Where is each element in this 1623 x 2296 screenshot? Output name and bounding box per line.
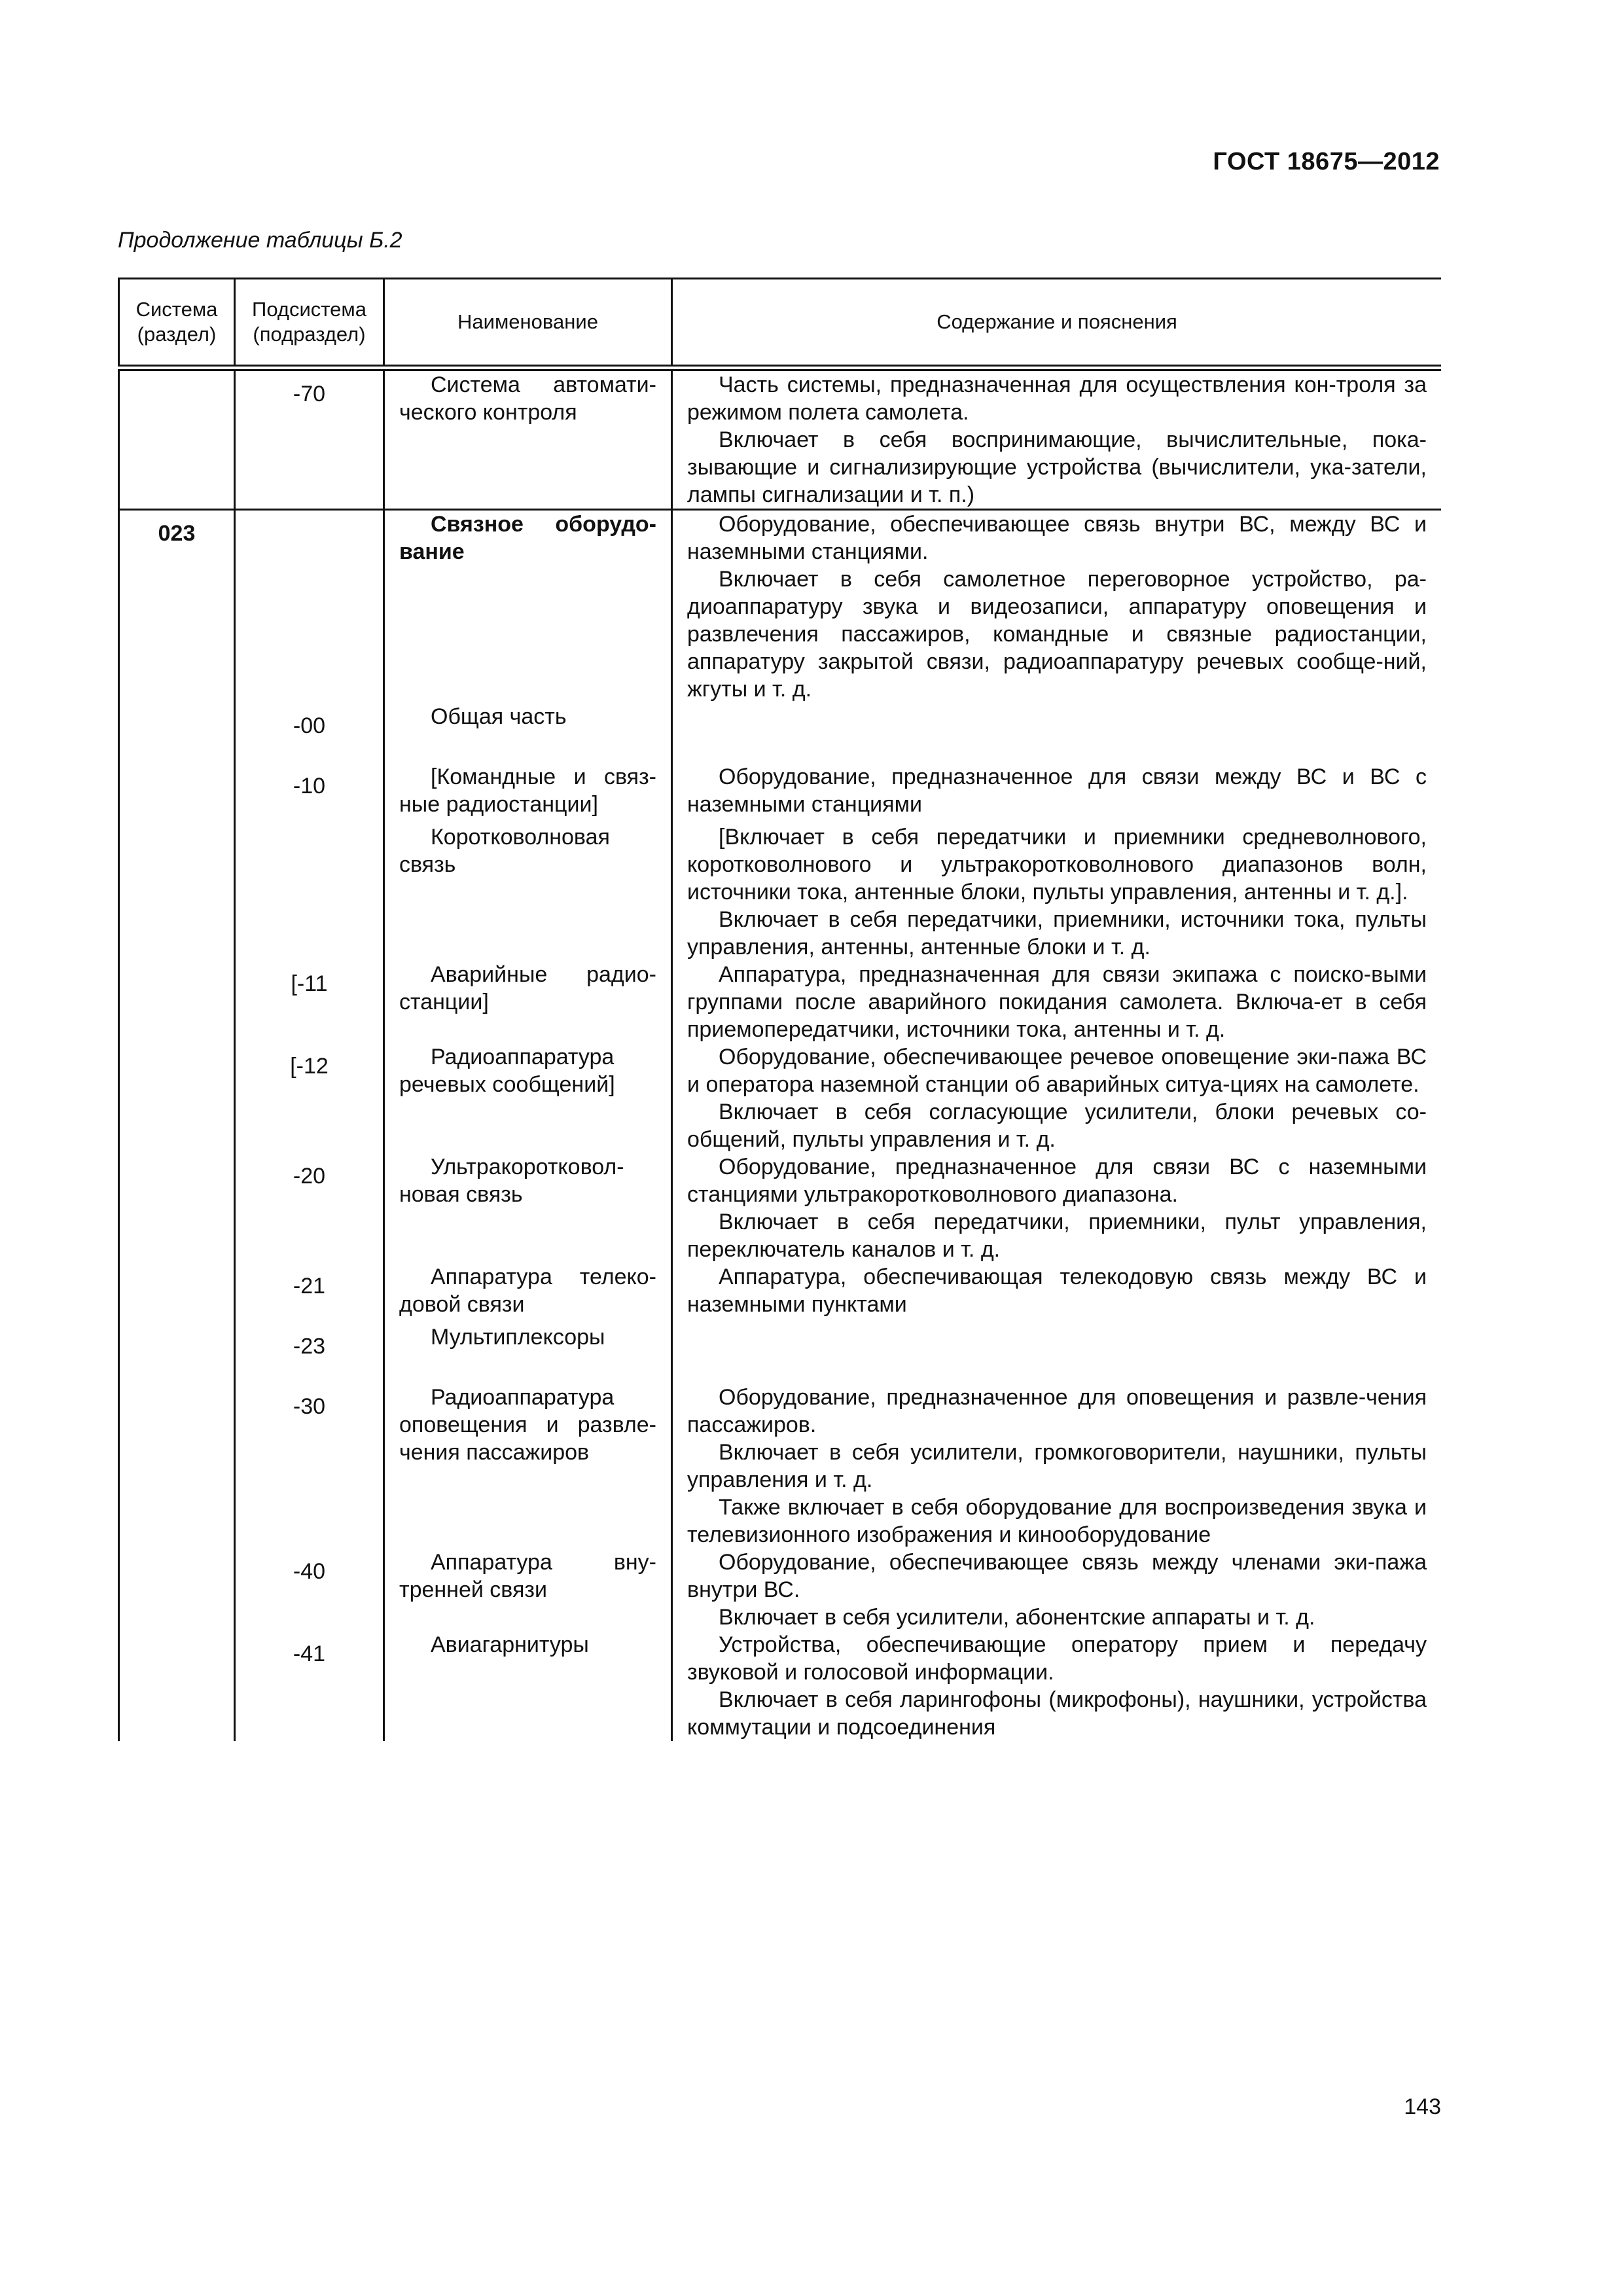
cell-subsystem: -40 [235,1549,384,1631]
cell-name [384,1549,672,1631]
cell-subsystem: -21 [235,1263,384,1323]
cell-description [672,1549,1442,1631]
column-header-system-line2: (раздел) [137,323,217,346]
cell-system [119,703,235,763]
cell-name [384,1263,672,1323]
description-paragraph: Включает в себя согласующие усилители, блоки речевых со-общений, пульты управления и т. д. [687,1100,1427,1152]
cell-name-text: Аппаратура вну-тренней связи [399,1550,656,1602]
cell-system [119,961,235,1043]
cell-name-text: Аварийные радио-станции] [399,962,656,1014]
cell-name-text: Коротковолновая связь [399,825,610,877]
cell-name [384,1631,672,1741]
cell-subsystem: -41 [235,1631,384,1741]
column-header-system-line1: Система [135,298,218,321]
table-caption: Продолжение таблицы Б.2 [118,228,402,253]
table-body [119,368,1442,1741]
cell-name-text: Ультракоротковол-новая связь [399,1155,624,1207]
cell-subsystem: -23 [235,1323,384,1384]
cell-description [672,823,1442,961]
cell-system [119,1263,235,1323]
description-paragraph: Включает в себя самолетное переговорное устройство, ра-диоаппаратуру звука и видеозаписи, аппаратуру оповещения и развлечения пассажиров, командные и связные радиостанции, аппаратуру закрытой связи, радиоаппаратуру речевых сообще-ний, жгуты и т. д. [687,567,1427,702]
cell-description [672,1043,1442,1153]
table-row [119,1631,1442,1741]
description-paragraph: Оборудование, обеспечивающее речевое оповещение эки-пажа ВС и оператора наземной станции об аварийных ситуа-циях на самолете. [687,1045,1427,1097]
cell-subsystem: -30 [235,1384,384,1549]
cell-name [384,1384,672,1549]
document-code: ГОСТ 18675—2012 [1213,148,1440,175]
cell-system [119,1153,235,1263]
cell-description [672,1153,1442,1263]
cell-name-text: Система автомати-ческого контроля [399,372,656,425]
cell-system [119,823,235,961]
table-row [119,961,1442,1043]
cell-description [672,961,1442,1043]
description-paragraph: Включает в себя воспринимающие, вычислительные, пока-зывающие и сигнализирующие устройства (вычислители, ука-затели, лампы сигнализации и т. п.) [687,427,1427,507]
cell-description [672,1323,1442,1384]
cell-name-text: Авиагарнитуры [431,1632,589,1657]
description-paragraph: Включает в себя усилители, громкоговорители, наушники, пульты управления и т. д. [687,1440,1427,1492]
table-row [119,368,1442,510]
cell-subsystem: -20 [235,1153,384,1263]
description-paragraph: Оборудование, предназначенное для связи ВС с наземными станциями ультракоротковолнового диапазона. [687,1155,1427,1207]
cell-description [672,763,1442,823]
table-container [118,278,1441,2071]
cell-description [672,368,1442,510]
cell-system: 023 [119,510,235,704]
cell-subsystem: [-11 [235,961,384,1043]
description-paragraph: Аппаратура, обеспечивающая телекодовую связь между ВС и наземными пунктами [687,1265,1427,1317]
description-paragraph: Также включает в себя оборудование для воспроизведения звука и телевизионного изображения и кинооборудование [687,1495,1427,1547]
table-row [119,1384,1442,1549]
column-header-name: Наименование [384,279,672,368]
description-paragraph: Оборудование, обеспечивающее связь внутри ВС, между ВС и наземными станциями. [687,512,1427,564]
cell-name-text: Аппаратура телеко-довой связи [399,1265,656,1317]
page-number: 143 [1404,2094,1441,2119]
cell-name [384,1323,672,1384]
description-paragraph: Устройства, обеспечивающие оператору прием и передачу звуковой и голосовой информации. [687,1632,1427,1685]
cell-name-text: Радиоаппаратура оповещения и развле-чения пассажиров [399,1385,656,1465]
description-paragraph: Аппаратура, предназначенная для связи экипажа с поиско-выми группами после аварийного покидания самолета. Включа-ет в себя приемопередатчики, источники тока, антенны и т. д. [687,962,1427,1042]
cell-name-text: [Командные и связ-ные радиостанции] [399,764,656,817]
cell-subsystem: -00 [235,703,384,763]
cell-system [119,368,235,510]
description-paragraph: [Включает в себя передатчики и приемники средневолнового, коротковолнового и ультракоротковолнового диапазонов волн, источники тока, антенные блоки, пульты управления, антенны и т. д.]. [687,825,1427,905]
description-paragraph: Оборудование, предназначенное для оповещения и развле-чения пассажиров. [687,1385,1427,1437]
cell-subsystem [235,823,384,961]
description-paragraph: Включает в себя усилители, абонентские аппараты и т. д. [719,1605,1315,1630]
table-row [119,703,1442,763]
table-row [119,1153,1442,1263]
table-row [119,510,1442,704]
cell-name [384,961,672,1043]
cell-description [672,703,1442,763]
cell-system [119,1631,235,1741]
cell-name-text: Радиоаппаратура речевых сообщений] [399,1045,615,1097]
cell-description [672,510,1442,704]
table-header-row [119,279,1442,368]
cell-subsystem: [-12 [235,1043,384,1153]
cell-subsystem: -70 [235,368,384,510]
column-header-description: Содержание и пояснения [672,279,1442,368]
column-header-system [119,279,235,368]
cell-name [384,1043,672,1153]
cell-system [119,1384,235,1549]
table-row [119,1043,1442,1153]
cell-name-text: Связное оборудо-вание [399,512,656,564]
cell-name [384,763,672,823]
cell-name [384,510,672,704]
cell-subsystem [235,510,384,704]
column-header-subsystem-line1: Подсистема [252,298,366,321]
cell-name [384,368,672,510]
cell-description [672,1263,1442,1323]
cell-system [119,1043,235,1153]
description-paragraph: Включает в себя передатчики, приемники, пульт управления, переключатель каналов и т. д. [687,1210,1427,1262]
description-paragraph: Оборудование, обеспечивающее связь между членами эки-пажа внутри ВС. [687,1550,1427,1602]
cell-name [384,823,672,961]
cell-description [672,1631,1442,1741]
cell-system [119,763,235,823]
table-row [119,823,1442,961]
description-paragraph: Оборудование, предназначенное для связи между ВС и ВС с наземными станциями [687,764,1427,817]
column-header-subsystem [235,279,384,368]
cell-system [119,1549,235,1631]
cell-name-text: Общая часть [431,704,567,729]
cell-name [384,1153,672,1263]
cell-system [119,1323,235,1384]
column-header-subsystem-line2: (подраздел) [253,323,366,346]
table-row [119,1263,1442,1323]
table-row [119,1549,1442,1631]
cell-subsystem: -10 [235,763,384,823]
description-paragraph: Включает в себя передатчики, приемники, источники тока, пульты управления, антенны, антенные блоки и т. д. [687,907,1427,960]
table-row [119,1323,1442,1384]
cell-name-text: Мультиплексоры [431,1325,605,1350]
classification-table [118,278,1441,1741]
description-paragraph: Часть системы, предназначенная для осуществления кон-троля за режимом полета самолета. [687,372,1427,425]
table-row [119,763,1442,823]
cell-name [384,703,672,763]
cell-description [672,1384,1442,1549]
description-paragraph: Включает в себя ларингофоны (микрофоны), наушники, устройства коммутации и подсоединения [687,1687,1427,1740]
